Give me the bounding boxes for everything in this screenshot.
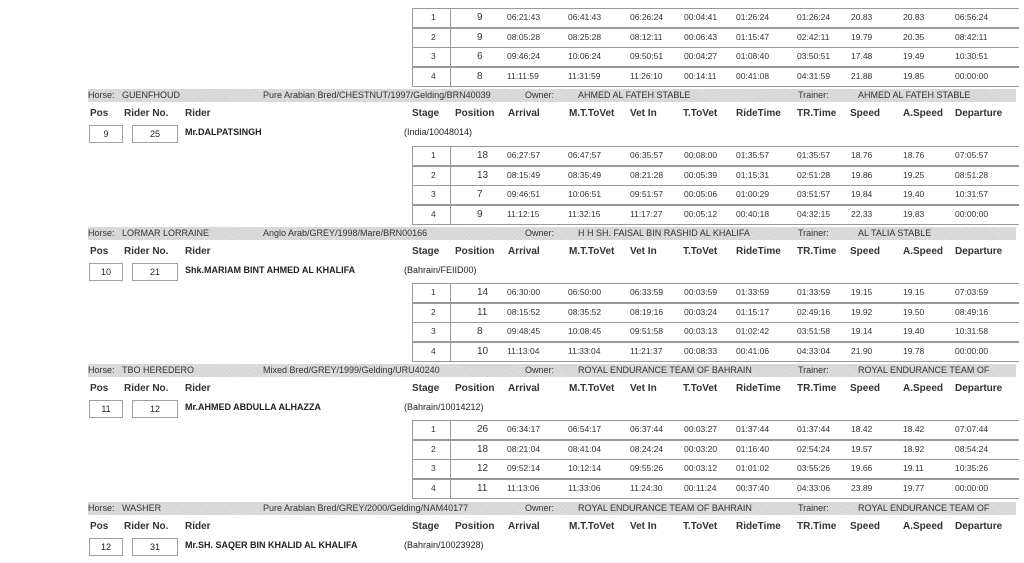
tr-time-cell: 04:33:04 bbox=[797, 346, 831, 357]
stage-divider bbox=[450, 304, 451, 322]
mt-tovet-header: M.T.ToVet bbox=[569, 383, 615, 394]
vet-in-header: Vet In bbox=[630, 108, 657, 119]
tr-time-cell: 01:35:57 bbox=[797, 150, 831, 160]
speed-cell: 19.86 bbox=[851, 169, 873, 180]
t-tovet-header: T.ToVet bbox=[683, 108, 718, 119]
ridetime-header: RideTime bbox=[736, 246, 781, 257]
departure-cell: 07:05:57 bbox=[955, 150, 989, 160]
speed-header: Speed bbox=[850, 108, 881, 119]
departure-cell: 07:07:44 bbox=[955, 424, 989, 434]
stage-cell: 2 bbox=[431, 31, 436, 42]
stage-cell: 4 bbox=[431, 209, 436, 220]
mt-tovet-cell: 08:35:52 bbox=[568, 306, 602, 317]
trainer-label: Trainer: bbox=[798, 228, 829, 238]
rider-nationality: (India/10048014) bbox=[404, 127, 473, 137]
horse-breed: Pure Arabian Bred/GREY/2000/Gelding/NAM40177 bbox=[263, 503, 469, 513]
vet-in-cell: 11:17:27 bbox=[630, 209, 663, 220]
departure-cell: 10:35:26 bbox=[955, 463, 989, 474]
departure-cell: 08:54:24 bbox=[955, 443, 989, 454]
a-speed-cell: 19.50 bbox=[903, 306, 925, 317]
stage-divider bbox=[450, 29, 451, 47]
t-tovet-cell: 00:06:43 bbox=[684, 31, 718, 42]
vet-in-cell: 09:50:51 bbox=[630, 51, 664, 62]
t-tovet-cell: 00:11:24 bbox=[684, 483, 717, 494]
arrival-cell: 06:30:00 bbox=[507, 287, 541, 297]
departure-cell: 00:00:00 bbox=[955, 209, 989, 220]
speed-cell: 21.88 bbox=[851, 71, 873, 82]
rider-no-header: Rider No. bbox=[124, 108, 169, 119]
departure-cell: 08:49:16 bbox=[955, 306, 989, 317]
rider-no-value: 25 bbox=[132, 125, 178, 143]
stage-cell: 3 bbox=[431, 326, 436, 337]
arrival-header: Arrival bbox=[508, 246, 540, 257]
position-header: Position bbox=[455, 383, 495, 394]
stage-divider bbox=[450, 147, 451, 165]
rider-header: Rider bbox=[185, 383, 211, 394]
arrival-header: Arrival bbox=[508, 108, 540, 119]
stage-cell: 2 bbox=[431, 169, 436, 180]
a-speed-cell: 19.40 bbox=[903, 189, 925, 200]
trainer-name: ROYAL ENDURANCE TEAM OF bbox=[858, 503, 990, 513]
speed-cell: 18.76 bbox=[851, 150, 873, 160]
vet-in-cell: 08:12:11 bbox=[630, 31, 663, 42]
trainer-label: Trainer: bbox=[798, 503, 829, 513]
rider-nationality: (Bahrain/10023928) bbox=[404, 540, 484, 550]
mt-tovet-cell: 06:41:43 bbox=[568, 12, 602, 22]
rider-header: Rider bbox=[185, 521, 211, 532]
stage-divider bbox=[450, 460, 451, 478]
arrival-cell: 08:15:52 bbox=[507, 306, 541, 317]
departure-cell: 00:00:00 bbox=[955, 346, 989, 357]
a-speed-cell: 19.25 bbox=[903, 169, 925, 180]
ridetime-cell: 01:01:02 bbox=[736, 463, 770, 474]
vet-in-cell: 09:51:58 bbox=[630, 326, 664, 337]
departure-header: Departure bbox=[955, 246, 1003, 257]
tr-time-cell: 04:33:06 bbox=[797, 483, 831, 494]
stage-divider bbox=[450, 9, 451, 27]
trainer-label: Trainer: bbox=[798, 90, 829, 100]
speed-cell: 22.33 bbox=[851, 209, 873, 220]
stage-divider bbox=[450, 323, 451, 341]
ridetime-cell: 01:15:17 bbox=[736, 306, 770, 317]
horse-label: Horse: bbox=[88, 228, 115, 238]
rider-name: Mr.AHMED ABDULLA ALHAZZA bbox=[185, 402, 321, 412]
owner-label: Owner: bbox=[525, 90, 555, 100]
tr-time-cell: 03:55:26 bbox=[797, 463, 831, 474]
mt-tovet-cell: 11:33:06 bbox=[568, 483, 601, 494]
horse-name: TBO HEREDERO bbox=[122, 365, 195, 375]
stage-divider bbox=[450, 68, 451, 86]
arrival-header: Arrival bbox=[508, 521, 540, 532]
stage-divider bbox=[450, 441, 451, 459]
mt-tovet-header: M.T.ToVet bbox=[569, 108, 615, 119]
departure-cell: 00:00:00 bbox=[955, 71, 989, 82]
speed-cell: 17.48 bbox=[851, 51, 873, 62]
a-speed-cell: 19.40 bbox=[903, 326, 925, 337]
vet-in-cell: 11:21:37 bbox=[630, 346, 663, 357]
mt-tovet-cell: 06:54:17 bbox=[568, 424, 602, 434]
arrival-cell: 06:34:17 bbox=[507, 424, 541, 434]
a-speed-cell: 19.15 bbox=[903, 287, 925, 297]
tr-time-cell: 01:26:24 bbox=[797, 12, 831, 22]
departure-header: Departure bbox=[955, 383, 1003, 394]
mt-tovet-cell: 11:31:59 bbox=[568, 71, 601, 82]
tr-time-cell: 02:51:28 bbox=[797, 169, 831, 180]
tr-time-cell: 01:33:59 bbox=[797, 287, 831, 297]
rider-name: Mr.DALPATSINGH bbox=[185, 127, 262, 137]
ridetime-cell: 01:15:31 bbox=[736, 169, 770, 180]
vet-in-cell: 06:26:24 bbox=[630, 12, 664, 22]
ridetime-cell: 01:16:40 bbox=[736, 443, 770, 454]
position-cell: 11 bbox=[477, 306, 488, 318]
speed-cell: 18.42 bbox=[851, 424, 873, 434]
owner-name: H H SH. FAISAL BIN RASHID AL KHALIFA bbox=[578, 228, 750, 238]
pos-value: 11 bbox=[89, 400, 123, 418]
tr-time-cell: 03:51:57 bbox=[797, 189, 831, 200]
stage-divider bbox=[450, 421, 451, 439]
rider-no-header: Rider No. bbox=[124, 383, 169, 394]
position-cell: 9 bbox=[477, 12, 483, 23]
stage-cell: 4 bbox=[431, 346, 436, 357]
position-header: Position bbox=[455, 521, 495, 532]
rider-no-header: Rider No. bbox=[124, 246, 169, 257]
horse-info-bar bbox=[88, 227, 1016, 240]
ridetime-header: RideTime bbox=[736, 521, 781, 532]
stage-divider bbox=[450, 167, 451, 185]
rider-no-value: 31 bbox=[132, 538, 178, 556]
t-tovet-header: T.ToVet bbox=[683, 246, 718, 257]
pos-header: Pos bbox=[90, 383, 109, 394]
ridetime-cell: 00:37:40 bbox=[736, 483, 770, 494]
vet-in-header: Vet In bbox=[630, 246, 657, 257]
horse-label: Horse: bbox=[88, 90, 115, 100]
position-cell: 9 bbox=[477, 31, 483, 43]
ridetime-cell: 00:41:08 bbox=[736, 71, 770, 82]
a-speed-cell: 19.83 bbox=[903, 209, 925, 220]
horse-breed: Mixed Bred/GREY/1999/Gelding/URU40240 bbox=[263, 365, 440, 375]
departure-cell: 06:56:24 bbox=[955, 12, 989, 22]
tr-time-cell: 03:51:58 bbox=[797, 326, 831, 337]
position-cell: 18 bbox=[477, 443, 489, 455]
speed-cell: 19.66 bbox=[851, 463, 873, 474]
a-speed-cell: 18.76 bbox=[903, 150, 925, 160]
speed-header: Speed bbox=[850, 246, 881, 257]
owner-label: Owner: bbox=[525, 503, 555, 513]
departure-cell: 10:31:57 bbox=[955, 189, 989, 200]
rider-no-value: 21 bbox=[132, 263, 178, 281]
horse-label: Horse: bbox=[88, 365, 115, 375]
mt-tovet-cell: 06:50:00 bbox=[568, 287, 602, 297]
arrival-cell: 09:52:14 bbox=[507, 463, 541, 474]
horse-info-bar bbox=[88, 364, 1016, 377]
tr-time-cell: 01:37:44 bbox=[797, 424, 831, 434]
arrival-cell: 09:48:45 bbox=[507, 326, 541, 337]
tr-time-header: TR.Time bbox=[797, 108, 837, 119]
a-speed-header: A.Speed bbox=[903, 521, 944, 532]
mt-tovet-cell: 11:32:15 bbox=[568, 209, 601, 220]
tr-time-cell: 02:49:16 bbox=[797, 306, 831, 317]
speed-cell: 19.84 bbox=[851, 189, 873, 200]
owner-name: ROYAL ENDURANCE TEAM OF BAHRAIN bbox=[578, 503, 752, 513]
mt-tovet-header: M.T.ToVet bbox=[569, 246, 615, 257]
stage-cell: 2 bbox=[431, 443, 436, 454]
t-tovet-cell: 00:05:06 bbox=[684, 189, 718, 200]
t-tovet-cell: 00:03:24 bbox=[684, 306, 718, 317]
t-tovet-cell: 00:03:12 bbox=[684, 463, 718, 474]
position-cell: 10 bbox=[477, 346, 489, 358]
departure-cell: 08:51:28 bbox=[955, 169, 989, 180]
t-tovet-header: T.ToVet bbox=[683, 521, 718, 532]
t-tovet-cell: 00:03:59 bbox=[684, 287, 718, 297]
trainer-name: AL TALIA STABLE bbox=[858, 228, 932, 238]
vet-in-cell: 08:21:28 bbox=[630, 169, 664, 180]
pos-header: Pos bbox=[90, 108, 109, 119]
ridetime-header: RideTime bbox=[736, 108, 781, 119]
owner-name: ROYAL ENDURANCE TEAM OF BAHRAIN bbox=[578, 365, 752, 375]
stage-divider bbox=[450, 206, 451, 224]
mt-tovet-cell: 08:25:28 bbox=[568, 31, 602, 42]
departure-cell: 10:31:58 bbox=[955, 326, 989, 337]
pos-value: 12 bbox=[89, 538, 123, 556]
position-cell: 8 bbox=[477, 326, 483, 338]
rider-name: Shk.MARIAM BINT AHMED AL KHALIFA bbox=[185, 265, 356, 275]
tr-time-cell: 04:31:59 bbox=[797, 71, 831, 82]
speed-cell: 21.90 bbox=[851, 346, 873, 357]
a-speed-cell: 19.11 bbox=[903, 463, 924, 474]
arrival-cell: 09:46:24 bbox=[507, 51, 541, 62]
a-speed-cell: 18.92 bbox=[903, 443, 925, 454]
vet-in-cell: 11:24:30 bbox=[630, 483, 663, 494]
pos-header: Pos bbox=[90, 246, 109, 257]
mt-tovet-cell: 08:35:49 bbox=[568, 169, 602, 180]
pos-value: 10 bbox=[89, 263, 123, 281]
tr-time-cell: 03:50:51 bbox=[797, 51, 831, 62]
mt-tovet-cell: 10:06:24 bbox=[568, 51, 602, 62]
a-speed-header: A.Speed bbox=[903, 108, 944, 119]
arrival-header: Arrival bbox=[508, 383, 540, 394]
position-cell: 9 bbox=[477, 209, 483, 221]
tr-time-cell: 04:32:15 bbox=[797, 209, 831, 220]
a-speed-cell: 19.49 bbox=[903, 51, 925, 62]
tr-time-header: TR.Time bbox=[797, 383, 837, 394]
vet-in-cell: 06:35:57 bbox=[630, 150, 664, 160]
horse-info-bar bbox=[88, 89, 1016, 102]
stage-header: Stage bbox=[412, 246, 440, 257]
stage-cell: 3 bbox=[431, 189, 436, 200]
speed-cell: 19.15 bbox=[851, 287, 873, 297]
ridetime-cell: 00:41:06 bbox=[736, 346, 770, 357]
ridetime-cell: 01:35:57 bbox=[736, 150, 770, 160]
vet-in-cell: 08:24:24 bbox=[630, 443, 664, 454]
a-speed-cell: 19.78 bbox=[903, 346, 925, 357]
ridetime-cell: 01:26:24 bbox=[736, 12, 770, 22]
trainer-name: AHMED AL FATEH STABLE bbox=[858, 90, 971, 100]
stage-header: Stage bbox=[412, 108, 440, 119]
a-speed-cell: 18.42 bbox=[903, 424, 925, 434]
t-tovet-cell: 00:05:12 bbox=[684, 209, 718, 220]
arrival-cell: 09:46:51 bbox=[507, 189, 541, 200]
departure-cell: 10:30:51 bbox=[955, 51, 989, 62]
mt-tovet-cell: 10:08:45 bbox=[568, 326, 602, 337]
speed-cell: 19.57 bbox=[851, 443, 873, 454]
mt-tovet-header: M.T.ToVet bbox=[569, 521, 615, 532]
t-tovet-cell: 00:03:27 bbox=[684, 424, 718, 434]
departure-cell: 08:42:11 bbox=[955, 31, 988, 42]
speed-header: Speed bbox=[850, 383, 881, 394]
position-cell: 6 bbox=[477, 51, 483, 63]
rider-header: Rider bbox=[185, 246, 211, 257]
vet-in-cell: 06:33:59 bbox=[630, 287, 664, 297]
tr-time-cell: 02:42:11 bbox=[797, 31, 830, 42]
stage-cell: 2 bbox=[431, 306, 436, 317]
speed-cell: 19.79 bbox=[851, 31, 873, 42]
rider-name: Mr.SH. SAQER BIN KHALID AL KHALIFA bbox=[185, 540, 358, 550]
t-tovet-cell: 00:08:33 bbox=[684, 346, 718, 357]
stage-divider bbox=[450, 186, 451, 204]
arrival-cell: 11:13:04 bbox=[507, 346, 540, 357]
mt-tovet-cell: 10:12:14 bbox=[568, 463, 602, 474]
rider-no-header: Rider No. bbox=[124, 521, 169, 532]
t-tovet-cell: 00:04:41 bbox=[684, 12, 718, 22]
position-header: Position bbox=[455, 246, 495, 257]
a-speed-cell: 19.85 bbox=[903, 71, 925, 82]
tr-time-cell: 02:54:24 bbox=[797, 443, 831, 454]
position-header: Position bbox=[455, 108, 495, 119]
rider-header: Rider bbox=[185, 108, 211, 119]
a-speed-cell: 20.35 bbox=[903, 31, 925, 42]
vet-in-cell: 09:51:57 bbox=[630, 189, 664, 200]
stage-header: Stage bbox=[412, 383, 440, 394]
arrival-cell: 11:11:59 bbox=[507, 71, 539, 82]
pos-value: 9 bbox=[89, 125, 123, 143]
arrival-cell: 06:21:43 bbox=[507, 12, 541, 22]
arrival-cell: 08:05:28 bbox=[507, 31, 541, 42]
a-speed-cell: 20.83 bbox=[903, 12, 925, 22]
stage-cell: 1 bbox=[431, 424, 436, 434]
t-tovet-header: T.ToVet bbox=[683, 383, 718, 394]
departure-cell: 07:03:59 bbox=[955, 287, 989, 297]
t-tovet-cell: 00:05:39 bbox=[684, 169, 718, 180]
position-cell: 26 bbox=[477, 424, 489, 435]
ridetime-cell: 01:37:44 bbox=[736, 424, 770, 434]
stage-divider bbox=[450, 284, 451, 302]
position-cell: 18 bbox=[477, 150, 489, 161]
t-tovet-cell: 00:03:20 bbox=[684, 443, 718, 454]
position-cell: 12 bbox=[477, 463, 489, 475]
t-tovet-cell: 00:08:00 bbox=[684, 150, 718, 160]
t-tovet-cell: 00:04:27 bbox=[684, 51, 718, 62]
stage-divider bbox=[450, 48, 451, 66]
horse-breed: Pure Arabian Bred/CHESTNUT/1997/Gelding/BRN40039 bbox=[263, 90, 491, 100]
a-speed-cell: 19.77 bbox=[903, 483, 925, 494]
trainer-name: ROYAL ENDURANCE TEAM OF bbox=[858, 365, 990, 375]
stage-cell: 1 bbox=[431, 12, 436, 22]
horse-info-bar bbox=[88, 502, 1016, 515]
owner-label: Owner: bbox=[525, 228, 555, 238]
departure-header: Departure bbox=[955, 521, 1003, 532]
mt-tovet-cell: 06:47:57 bbox=[568, 150, 602, 160]
arrival-cell: 11:13:06 bbox=[507, 483, 540, 494]
tr-time-header: TR.Time bbox=[797, 521, 837, 532]
arrival-cell: 11:12:15 bbox=[507, 209, 540, 220]
t-tovet-cell: 00:14:11 bbox=[684, 71, 717, 82]
ridetime-cell: 01:00:29 bbox=[736, 189, 770, 200]
horse-name: GUENFHOUD bbox=[122, 90, 180, 100]
ridetime-cell: 01:02:42 bbox=[736, 326, 770, 337]
vet-in-cell: 11:26:10 bbox=[630, 71, 663, 82]
owner-label: Owner: bbox=[525, 365, 555, 375]
horse-label: Horse: bbox=[88, 503, 115, 513]
speed-cell: 20.83 bbox=[851, 12, 873, 22]
horse-name: LORMAR LORRAINE bbox=[122, 228, 210, 238]
rider-no-value: 12 bbox=[132, 400, 178, 418]
mt-tovet-cell: 10:06:51 bbox=[568, 189, 602, 200]
stage-cell: 3 bbox=[431, 51, 436, 62]
tr-time-header: TR.Time bbox=[797, 246, 837, 257]
position-cell: 8 bbox=[477, 71, 483, 83]
stage-divider bbox=[450, 343, 451, 361]
ridetime-header: RideTime bbox=[736, 383, 781, 394]
mt-tovet-cell: 11:33:04 bbox=[568, 346, 601, 357]
speed-header: Speed bbox=[850, 521, 881, 532]
departure-header: Departure bbox=[955, 108, 1003, 119]
trainer-label: Trainer: bbox=[798, 365, 829, 375]
t-tovet-cell: 00:03:13 bbox=[684, 326, 718, 337]
stage-cell: 4 bbox=[431, 483, 436, 494]
a-speed-header: A.Speed bbox=[903, 246, 944, 257]
speed-cell: 19.92 bbox=[851, 306, 873, 317]
horse-name: WASHER bbox=[122, 503, 162, 513]
ridetime-cell: 01:15:47 bbox=[736, 31, 770, 42]
stage-cell: 3 bbox=[431, 463, 436, 474]
arrival-cell: 08:21:04 bbox=[507, 443, 541, 454]
ridetime-cell: 01:33:59 bbox=[736, 287, 770, 297]
vet-in-cell: 06:37:44 bbox=[630, 424, 664, 434]
position-cell: 7 bbox=[477, 189, 483, 201]
pos-header: Pos bbox=[90, 521, 109, 532]
position-cell: 14 bbox=[477, 287, 489, 298]
rider-nationality: (Bahrain/FEIID00) bbox=[404, 265, 477, 275]
vet-in-header: Vet In bbox=[630, 383, 657, 394]
stage-divider bbox=[450, 480, 451, 498]
position-cell: 13 bbox=[477, 169, 489, 181]
stage-cell: 1 bbox=[431, 287, 436, 297]
owner-name: AHMED AL FATEH STABLE bbox=[578, 90, 691, 100]
vet-in-cell: 09:55:26 bbox=[630, 463, 664, 474]
horse-breed: Anglo Arab/GREY/1998/Mare/BRN00166 bbox=[263, 228, 428, 238]
ridetime-cell: 01:08:40 bbox=[736, 51, 770, 62]
vet-in-header: Vet In bbox=[630, 521, 657, 532]
speed-cell: 19.14 bbox=[851, 326, 873, 337]
position-cell: 11 bbox=[477, 483, 488, 495]
stage-cell: 1 bbox=[431, 150, 436, 160]
ridetime-cell: 00:40:18 bbox=[736, 209, 770, 220]
a-speed-header: A.Speed bbox=[903, 383, 944, 394]
arrival-cell: 06:27:57 bbox=[507, 150, 541, 160]
vet-in-cell: 08:19:16 bbox=[630, 306, 664, 317]
arrival-cell: 08:15:49 bbox=[507, 169, 541, 180]
speed-cell: 23.89 bbox=[851, 483, 873, 494]
stage-header: Stage bbox=[412, 521, 440, 532]
stage-cell: 4 bbox=[431, 71, 436, 82]
mt-tovet-cell: 08:41:04 bbox=[568, 443, 602, 454]
departure-cell: 00:00:00 bbox=[955, 483, 989, 494]
rider-nationality: (Bahrain/10014212) bbox=[404, 402, 484, 412]
